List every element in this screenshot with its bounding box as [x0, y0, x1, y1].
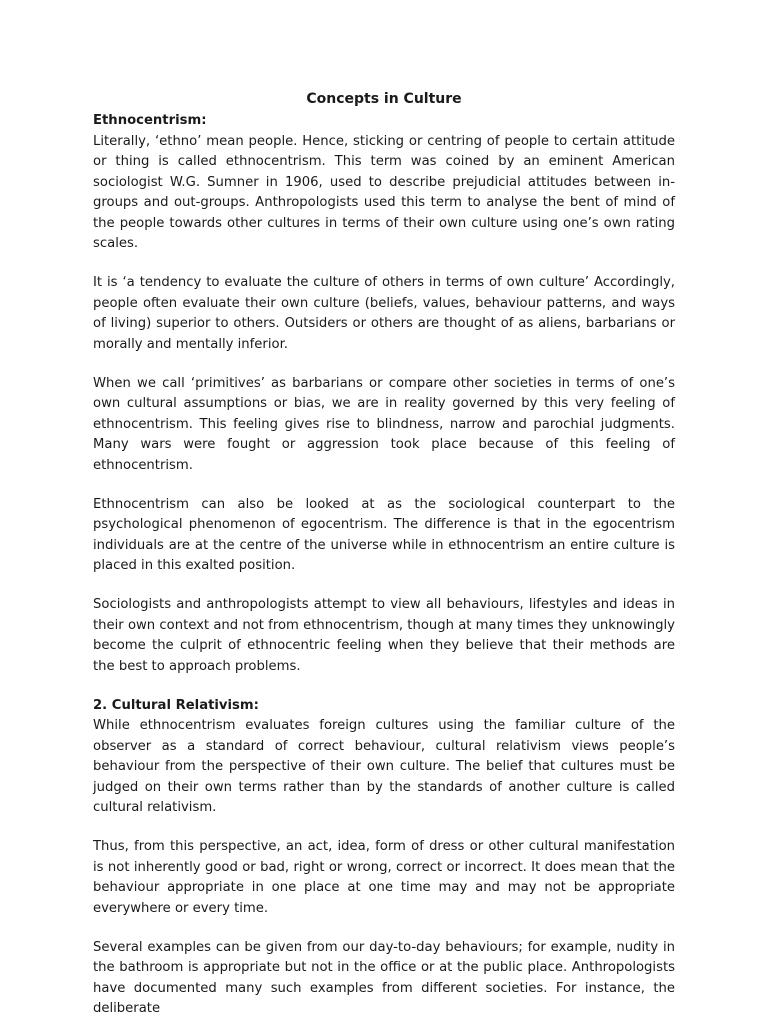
paragraph: Sociologists and anthropologists attempt to view all behaviours, lifestyles and ideas in their own context and not from ethnocentrism, though at many times they unknowingly become the culprit of ethnocentric feeling when they believe that their methods are the best to approach problems. — [93, 597, 675, 674]
paragraph: While ethnocentrism evaluates foreign cultures using the familiar culture of the observer as a standard of correct behaviour, cultural relativism views people’s behaviour from the perspective of their own culture. The belief that cultures must be judged on their own terms rather than by the standards of another culture is called cultural relativism. — [93, 718, 675, 815]
paragraph: Ethnocentrism can also be looked at as the sociological counterpart to the psychological phenomenon of egocentrism. The difference is that in the egocentrism individuals are at the centre of the universe while in ethnocentrism an entire culture is placed in this exalted position. — [93, 496, 675, 573]
paragraph: When we call ‘primitives’ as barbarians or compare other societies in terms of one’s own cultural assumptions or bias, we are in reality governed by this very feeling of ethnocentrism. This feeling gives rise to blindness, narrow and parochial judgments. Many wars were fought or aggression took place because of this feeling of ethnocentrism. — [93, 375, 675, 473]
document-title: Concepts in Culture — [306, 91, 462, 107]
paragraph: Several examples can be given from our day-to-day behaviours; for example, nudity in the bathroom is appropriate but not in the office or at the public place. Anthropologists have documented many such examples from different societies. For instance, the deliberate — [93, 939, 675, 1016]
section-ethnocentrism — [93, 111, 675, 677]
section-cultural-relativism — [93, 696, 675, 1020]
section-heading: Ethnocentrism: — [93, 113, 207, 128]
section-heading: 2. Cultural Relativism: — [93, 697, 259, 713]
document-body — [93, 111, 675, 1020]
paragraph: It is ‘a tendency to evaluate the culture of others in terms of own culture’ Accordingly, people often evaluate their own culture (beliefs, values, behaviour patterns, and ways of living) superior to others. Outsiders or others are thought of as aliens, barbarians or morally and mentally inferior. — [93, 275, 675, 352]
paragraph: Thus, from this perspective, an act, idea, form of dress or other cultural manifestation is not inherently good or bad, right or wrong, correct or incorrect. It does mean that the behaviour appropriate in one place at one time may and may not be appropriate everywhere or every time. — [93, 839, 675, 916]
paragraph: Literally, ‘ethno’ mean people. Hence, sticking or centring of people to certain attitude or thing is called ethnocentrism. This term was coined by an eminent American sociologist W.G. Sumner in 1906, used to describe prejudicial attitudes between in-groups and out-groups. Anthropologists used this term to analyse the bent of mind of the people towards other cultures in terms of their own culture using one’s own rating scales. — [93, 133, 675, 251]
